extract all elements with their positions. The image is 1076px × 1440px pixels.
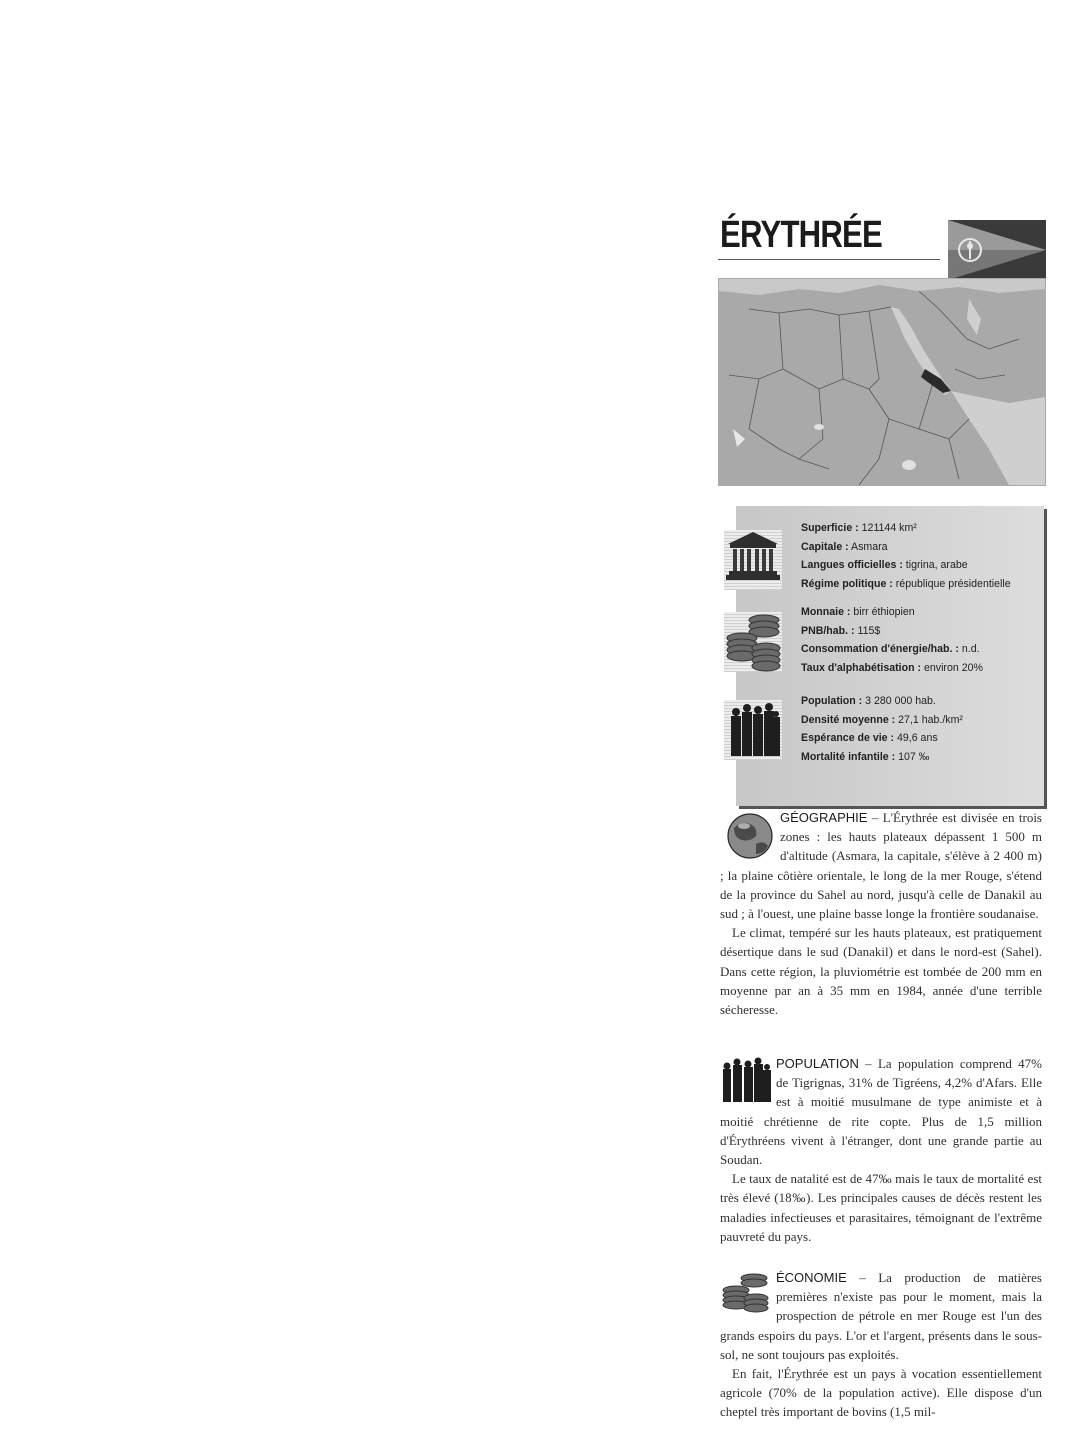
geography-paragraph-2: Le climat, tempéré sur les hauts plateaux, est pratiquement désertique dans le sud (Danakil) et dans le nord-est (Sahel). Dans cette région, la pluviométrie est tombée de 200 mm en moyenne par an à 35 mm en 1984, année d'une terrible sécheresse. <box>720 925 1042 1018</box>
fact-row: Population : 3 280 000 hab. <box>801 695 936 707</box>
section-population <box>720 1054 1042 1246</box>
fact-row: Capitale : Asmara <box>801 540 888 553</box>
fact-row: Régime politique : république présidentielle <box>801 577 1011 590</box>
fact-row: Consommation d'énergie/hab. : n.d. <box>801 643 980 656</box>
fact-row: Langues officielles : tigrina, arabe <box>801 559 968 572</box>
coins-icon <box>724 610 782 672</box>
section-economy <box>720 1268 1042 1422</box>
population-paragraph-2: Le taux de natalité est de 47‰ mais le taux de mortalité est très élevé (18‰). Les principales causes de décès restent les maladies infectieuses et parasitaires, témoignant de l'extrême pauvreté du pays. <box>720 1171 1042 1244</box>
geography-heading: GÉOGRAPHIE <box>780 810 868 825</box>
temple-icon <box>726 530 780 582</box>
fact-row: Espérance de vie : 49,6 ans <box>801 732 938 745</box>
economy-paragraph-1: – La production de matières premières n'existe pas pour le moment, mais la prospection de pétrole en mer Rouge est l'un des grands espoirs du pays. L'or et l'argent, présents dans le sous-sol, ne sont toujours pas exploités. <box>720 1270 1042 1362</box>
fact-row: Densité moyenne : 27,1 hab./km² <box>801 713 963 726</box>
fact-row: Superficie : 121144 km² <box>801 522 917 534</box>
population-heading: POPULATION <box>776 1056 859 1071</box>
people-silhouette-icon <box>728 700 780 758</box>
geography-paragraph-1: – L'Érythrée est divisée en trois zones : les hauts plateaux dépassent 1 500 m d'altitude (Asmara, la capitale, s'élève à 2 400 m) ; la plaine côtière orientale, le long de la mer Rouge, s'étend de la province du Sahel au nord, jusqu'à celle de Danakil au sud ; à l'ouest, une plaine basse longe la frontière soudanaise. <box>720 810 1042 922</box>
facts-economy <box>801 603 983 677</box>
fact-row: Mortalité infantile : 107 ‰ <box>801 750 930 763</box>
facts-politics <box>801 519 1011 593</box>
eritrea-flag-icon <box>948 220 1046 280</box>
fact-row: Monnaie : birr éthiopien <box>801 606 915 618</box>
section-geography <box>720 808 1042 1019</box>
africa-map-image <box>718 278 1046 486</box>
coins-icon <box>720 1270 772 1316</box>
globe-icon <box>720 810 776 860</box>
fact-row: Taux d'alphabétisation : environ 20% <box>801 661 983 674</box>
page-title: ÉRYTHRÉE <box>720 214 882 256</box>
facts-population <box>801 692 963 766</box>
population-paragraph-1: – La population comprend 47% de Tigrignas, 31% de Tigréens, 4,2% d'Afars. Elle est à moitié musulmane de type animiste et à moitié chrétienne de rite copte. Plus de 1,5 million d'Érythréens vivent à l'étranger, dont une grande partie au Soudan. <box>720 1056 1042 1168</box>
fact-row: PNB/hab. : 115$ <box>801 624 881 637</box>
people-silhouette-icon <box>720 1056 772 1104</box>
title-rule <box>718 259 940 260</box>
economy-heading: ÉCONOMIE <box>776 1270 847 1285</box>
economy-paragraph-2: En fait, l'Érythrée est un pays à vocation essentiellement agricole (70% de la population active). Elle dispose d'un cheptel très important de bovins (1,5 mil- <box>720 1366 1042 1420</box>
